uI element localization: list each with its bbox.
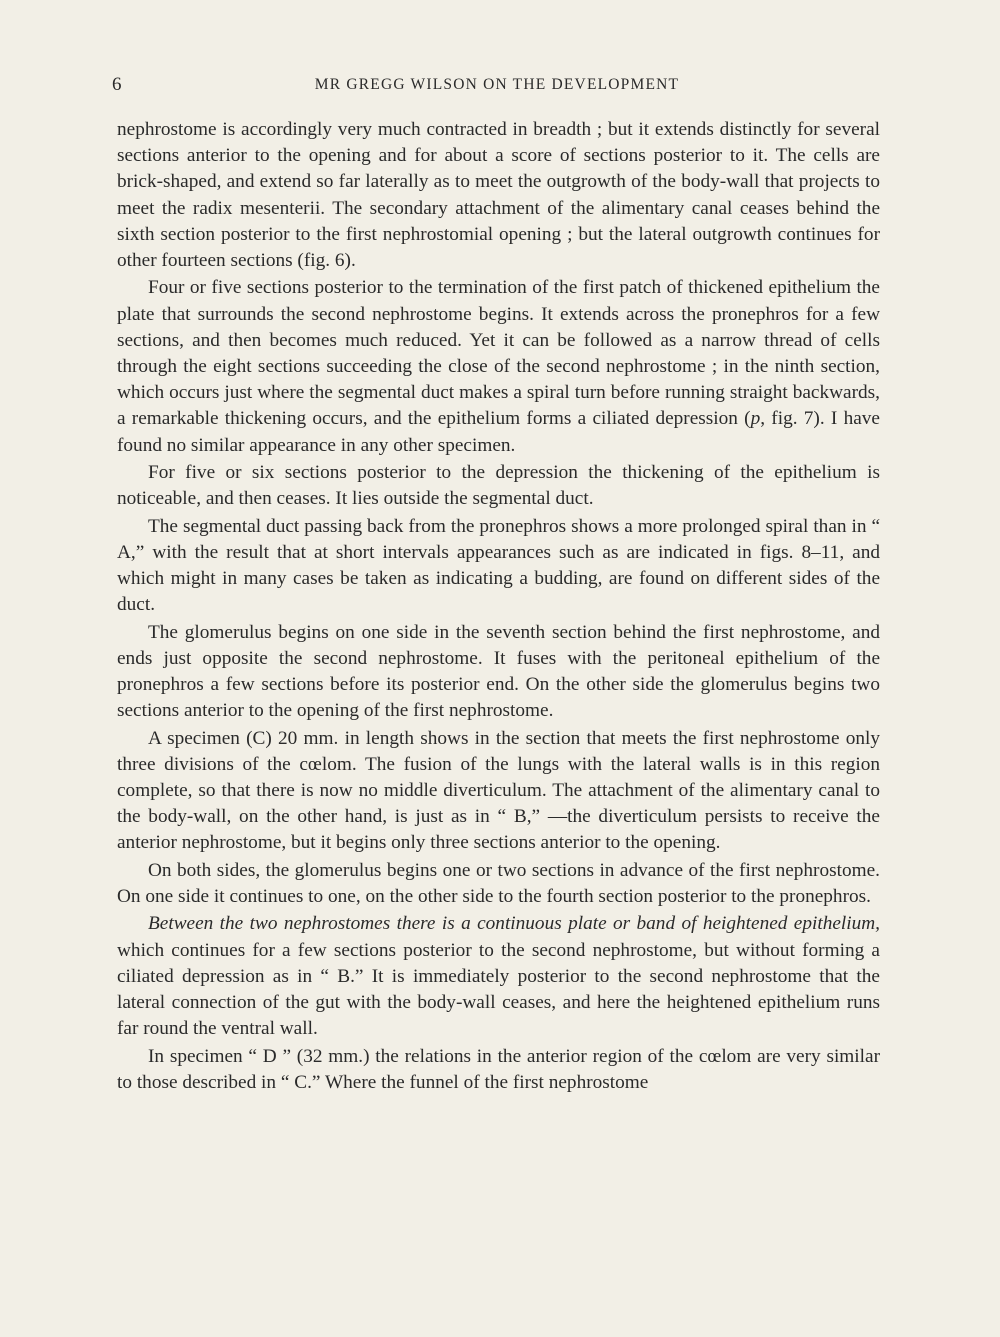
paragraph-7: On both sides, the glomerulus begins one or two sections in advance of the first nephrostome. On one side it continues to one, on the other side to the fourth section posterior to the pronephros. xyxy=(117,859,880,908)
paragraph-4: The segmental duct passing back from the pronephros shows a more prolonged spiral than in “ A,” with the result that at short intervals appearances such as are indicated in figs. 8–11, and which might in many cases be taken as indicating a budding, are found on different sides of the duct. xyxy=(117,515,880,616)
paragraph-9: In specimen “ D ” (32 mm.) the relations in the anterior region of the cœlom are very similar to those described in “ C.” Where the funnel of the first nephrostome xyxy=(117,1045,880,1093)
paragraph-2-text: Four or five sections posterior to the termination of the first patch of thickened epithelium the plate that surrounds the second nephrostome begins. It extends across the pronephros for a few sections, and then becomes much reduced. Yet it can be followed as a narrow thread of cells through the eight sections succeeding the close of the second nephrostome ; in the ninth section, which occurs just where the segmental duct makes a spiral turn before running straight backwards, a remarkable thickening occurs, and the epithelium forms a ciliated depression ( xyxy=(117,277,880,430)
running-head: MR GREGG WILSON ON THE DEVELOPMENT xyxy=(314,76,680,93)
paragraph-8-italic: Between the two nephrostomes there is a continuous plate or band of heightened epithelium, xyxy=(148,913,880,935)
paragraph-2 xyxy=(117,275,880,458)
paragraph-5: The glomerulus begins on one side in the seventh section behind the first nephrostome, and ends just opposite the second nephrostome. It fuses with the peritoneal epithelium of the pronephros a few sections before its posterior end. On the other side the glomerulus begins two sections anterior to the opening of the first nephrostome. xyxy=(117,621,880,722)
paragraph-3: For five or six sections posterior to the depression the thickening of the epithelium is noticeable, and then ceases. It lies outside the segmental duct. xyxy=(117,462,880,510)
paragraph-8 xyxy=(117,911,880,1042)
paragraph-6: A specimen (C) 20 mm. in length shows in the section that meets the first nephrostome only three divisions of the cœlom. The fusion of the lungs with the lateral walls is in this region complete, so that there is now no middle diverticulum. The attachment of the alimentary canal to the body-wall, on the other hand, is just as in “ B,” —the diverticulum persists to receive the anterior nephrostome, but it begins only three sections anterior to the opening. xyxy=(117,727,880,854)
page-number: 6 xyxy=(112,74,122,95)
paragraph-1: nephrostome is accordingly very much contracted in breadth ; but it extends distinctly for several sections anterior to the opening and for about a score of sections posterior to it. The cells are brick-shaped, and extend so far laterally as to meet the outgrowth of the body-wall that projects to meet the radix mesenterii. The secondary attachment of the alimentary canal ceases behind the sixth section posterior to the first nephrostomial opening ; but the lateral outgrowth continues for other fourteen sections (fig. 6). xyxy=(117,119,880,272)
body-text xyxy=(117,117,880,1096)
page-header xyxy=(112,74,882,98)
paragraph-8-text: which continues for a few sections posterior to the second nephrostome, but without forming a ciliated depression as in “ B.” It is immediately posterior to the second nephrostome that the lateral connection of the gut with the body-wall ceases, and here the heightened epithelium runs far round the ventral wall. xyxy=(117,939,880,1040)
paragraph-2-text-end: , fig. 7). I have found no similar appearance in any other specimen. xyxy=(117,408,880,456)
paragraph-2-italic: p xyxy=(750,408,761,430)
